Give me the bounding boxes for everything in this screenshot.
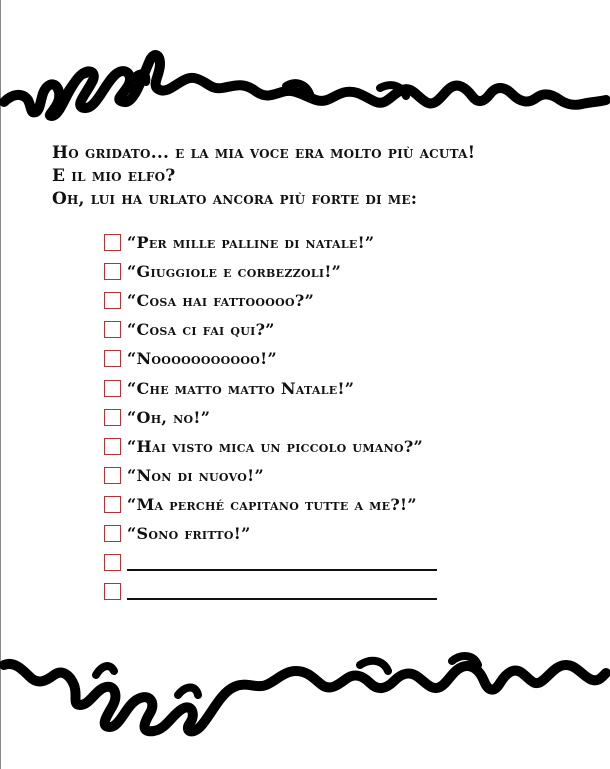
intro-text [52,142,592,211]
exclamation-options-list [104,228,584,606]
option-label: “Che matto matto Natale!” [127,378,355,398]
option-label: “Non di nuovo!” [127,465,264,485]
option-item [104,432,584,461]
option-item [104,315,584,344]
option-item [104,228,584,257]
option-checkbox[interactable] [104,438,121,455]
blank-option-item [104,548,584,577]
option-checkbox[interactable] [104,234,121,251]
option-item [104,344,584,373]
blank-option-item [104,577,584,606]
option-checkbox[interactable] [104,409,121,426]
option-item [104,257,584,286]
option-label: “Hai visto mica un piccolo umano?” [127,436,424,456]
option-checkbox[interactable] [104,321,121,338]
intro-line-2: E il mio elfo? [52,166,176,186]
option-checkbox[interactable] [104,380,121,397]
option-item [104,403,584,432]
option-item [104,461,584,490]
option-checkbox[interactable] [104,263,121,280]
option-item [104,490,584,519]
option-checkbox[interactable] [104,292,121,309]
option-label: “Cosa ci fai qui?” [127,320,275,340]
option-item [104,519,584,548]
bottom-squiggle-border [0,635,610,740]
option-checkbox[interactable] [104,467,121,484]
option-checkbox[interactable] [104,583,121,600]
blank-write-in-line[interactable] [127,598,437,600]
option-label: “Sono fritto!” [127,523,251,543]
option-checkbox[interactable] [104,554,121,571]
top-squiggle-border [0,30,610,125]
option-label: “Cosa hai fattooooo?” [127,291,315,311]
blank-write-in-line[interactable] [127,569,437,571]
intro-line-1: Ho gridato... e la mia voce era molto più acuta! [52,143,476,163]
option-label: “Oh, no!” [127,407,211,427]
option-label: “Per mille palline di natale!” [127,233,375,253]
option-item [104,373,584,402]
option-label: “Nooooooooooo!” [127,349,277,369]
intro-line-3: Oh, lui ha urlato ancora più forte di me: [52,189,418,209]
option-checkbox[interactable] [104,496,121,513]
option-label: “Ma perché capitano tutte a me?!” [127,494,417,514]
option-checkbox[interactable] [104,525,121,542]
option-label: “Giuggiole e corbezzoli!” [127,262,342,282]
option-checkbox[interactable] [104,350,121,367]
option-item [104,286,584,315]
